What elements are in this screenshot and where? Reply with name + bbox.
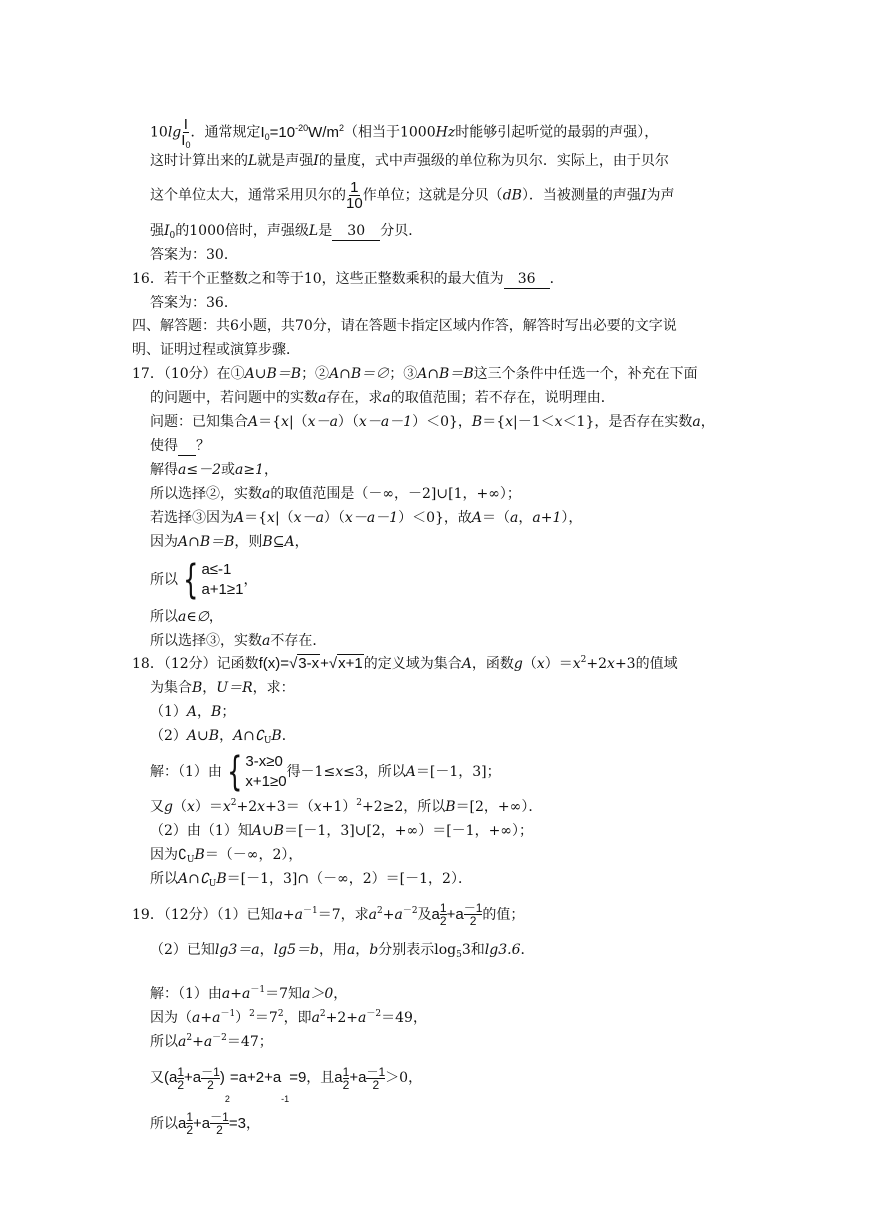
p17-line11: 所以选择③，实数a不存在． — [150, 633, 327, 649]
p19-solution5: 所以 a 1 2 +a $\frac{-1}{2}$ =3 ， — [150, 1104, 260, 1144]
p17-line10: 所以a∈∅， — [150, 609, 223, 625]
p18-line1: 18．（12分）记函数f(x)=√3-x+√x+1的定义域为集合A，函数$g(x)=x^2+2x+3$的值域 — [132, 655, 678, 672]
half-power-sum-1: a 1 2 +a －1 2 — [431, 901, 483, 928]
answer-blank-16: 36 — [504, 270, 550, 289]
p18-solution4: 因为$∁_UB=(-\infty$，2）， — [150, 847, 303, 865]
p18-q2: （2）A∪B，$A\cap∁_UB$． — [150, 728, 296, 746]
p17-line3: 问题：已知集合A＝{x|（x－a）（x－a－1）＜0}，B＝{x|－1＜x＜1}，是否存在实数a， — [150, 414, 715, 430]
p15-line3: 这个单位太大，通常采用贝尔的 $\frac{1}{10}$ 作单位；这就是分贝（dB）．当被测量的声强I为声 — [150, 179, 675, 212]
half-power-sum-2: a 1 2 +a －1 2 — [334, 1065, 386, 1092]
squared-half-power-sum: ( a 1 2 +a －1 2 ) 2 =a+2+a -1 =9 — [164, 1065, 307, 1104]
p15-answer: 答案为：30． — [150, 247, 238, 263]
p19-solution4: 又 ( a 1 2 +a －1 2 ) 2 =a+2+a -1 =9 ，且 a 1 2 +a －1 2 ＞0， — [150, 1057, 422, 1099]
p18-solution1: 解：（1）由 { 3-x≥0 x+1≥0 得－1≤x≤3，所以A＝[－1，3]； — [150, 749, 501, 795]
p17-line7: 若选择③因为A＝{x|（x－a）（x－a－1）＜0}，故A＝（a，a+1）， — [150, 510, 583, 526]
p18-q1: （1）A，B； — [150, 704, 236, 720]
section-4-heading: 四、解答题：共6小题，共70分，请在答题卡指定区域内作答，解答时写出必要的文字说 — [132, 318, 677, 334]
p17-line9: 所以 { a≤-1 a+1≥1 ， — [150, 557, 258, 603]
p17-line6: 所以选择②，实数a的取值范围是（－∞，－2]∪[1，+∞）； — [150, 486, 521, 502]
p19-solution3: 所以$a^2+a^{-2}=47$； — [150, 1033, 273, 1050]
p19-solution1: 解：（1）由$a+a^{-1}=7$知a＞0， — [150, 985, 348, 1002]
answer-blank-15: 30 — [332, 222, 380, 241]
p15-line1: 10lg $\frac{I}{I_0}$ ．通常规定$I_0=10^{-20}W/m^2$（相当于1000Hz时能够引起听觉的最弱的声强）， — [150, 116, 659, 150]
reference-intensity: $I_0=10^{-20}W/m^2$ — [260, 122, 344, 142]
p19-line2: （2）已知lg3＝a，lg5＝b，用a，b分别表示$\log_53$和lg3.6． — [150, 942, 535, 960]
p16-question: 16．若干个正整数之和等于10，这些正整数乘积的最大值为 36 ． — [132, 271, 564, 287]
p19-solution2: 因为$(a+a^{-1})^2=7^2$，即$a^2+2+a^{-2}=49$， — [150, 1009, 427, 1026]
p19-line1: 19．（12分）（1）已知$a+a^{-1}=7$，求$a^2+a^{-2}$及 a 1 2 +a －1 2 的值； — [132, 895, 524, 935]
p15-line4: 强$I_0$的1000倍时，声强级L是 30 分贝． — [150, 223, 423, 241]
p17-line2: 的问题中，若问题中的实数a存在，求a的取值范围；若不存在，说明理由． — [150, 390, 615, 406]
p17-line4: 使得 ？ — [150, 438, 210, 454]
p18-solution5: 所以$A\cap∁_UB=[-1$，3]∩（－∞，2）＝[－1，2）． — [150, 871, 472, 889]
inequality-system-18: { 3-x≥0 x+1≥0 — [227, 749, 287, 795]
intensity-ratio: $\frac{I}{I_0}$ — [181, 116, 191, 150]
one-tenth: $\frac{1}{10}$ — [346, 179, 363, 212]
function-f: f(x)=√3-x+√x+1 — [258, 655, 363, 672]
inequality-system-17: { a≤-1 a+1≥1 — [183, 557, 244, 603]
p17-line1: 17．（10分）在①A∪B＝B；②A∩B＝∅；③A∩B＝B这三个条件中任选一个，补充在下面 — [132, 366, 698, 382]
p18-solution2: 又$g(x)=x^2+2x+3=(x+1)^2+2\ge 2$，所以B＝[2，+∞）． — [150, 798, 543, 815]
half-power-sum-result: a 1 2 +a $\frac{-1}{2}$ =3 — [178, 1110, 246, 1137]
p18-solution3: （2）由（1）知A∪B＝[－1，3]∪[2，+∞）＝[－1，+∞）； — [150, 823, 533, 839]
p17-line5: 解得a≤－2或a≥1， — [150, 462, 278, 478]
p18-line2: 为集合B，U＝R，求： — [150, 680, 295, 696]
p16-answer: 答案为：36． — [150, 295, 238, 311]
p15-line2: 这时计算出来的L就是声强I的量度，式中声强级的单位称为贝尔．实际上，由于贝尔 — [150, 153, 669, 169]
condition-blank — [178, 437, 196, 456]
section-4-heading-cont: 明、证明过程或演算步骤． — [132, 342, 300, 358]
p17-line8: 因为A∩B＝B，则B⊆A， — [150, 534, 309, 550]
